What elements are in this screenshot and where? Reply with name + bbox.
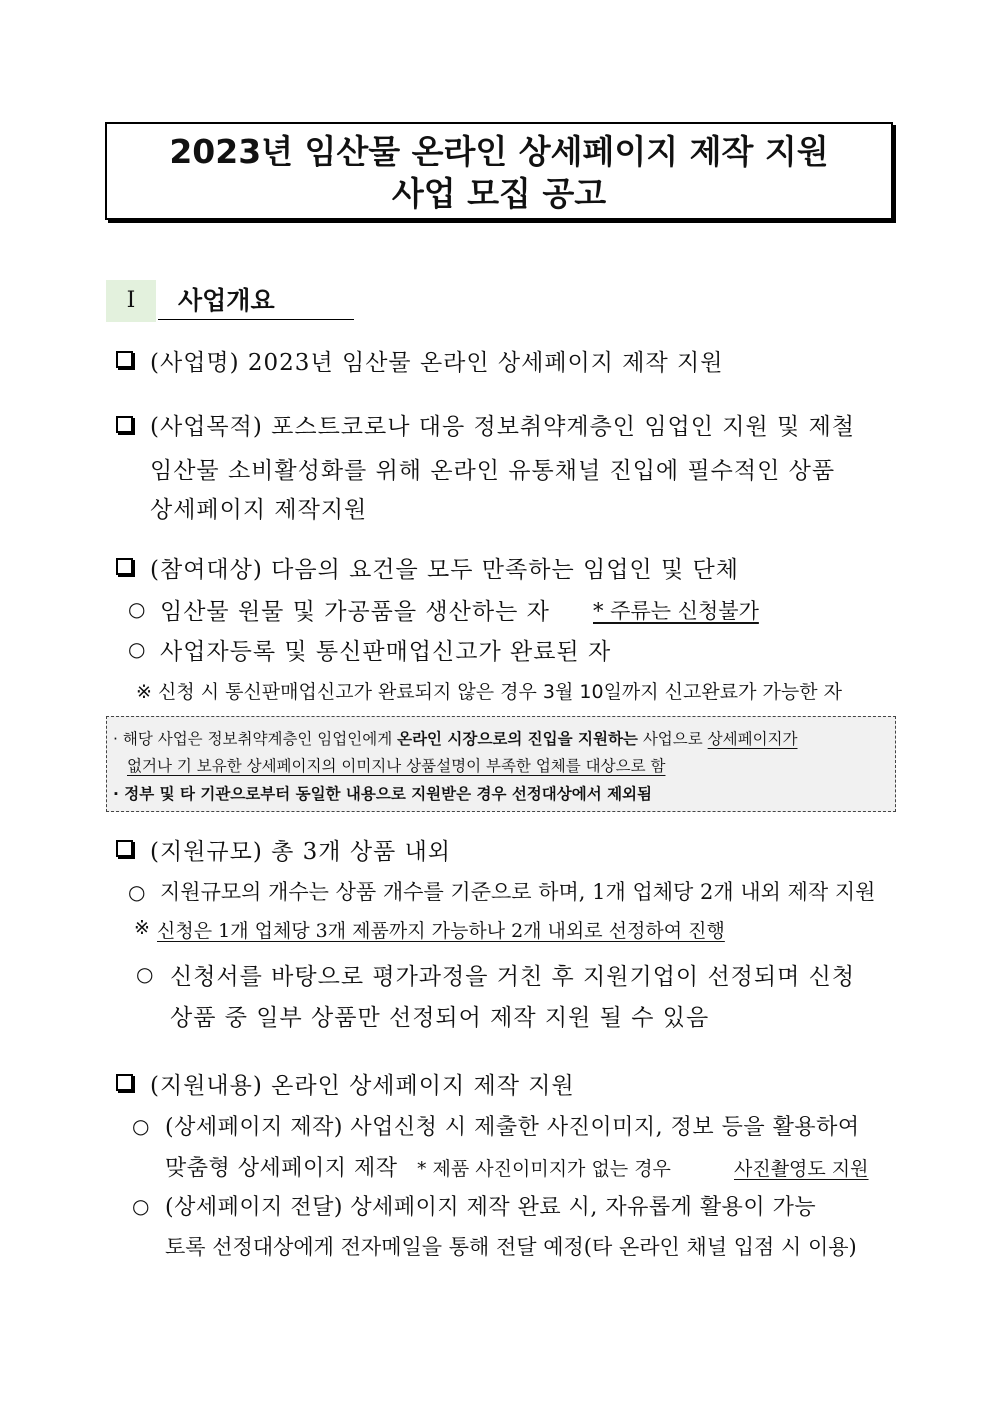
target-condition-1-note: * 주류는 신청불가 (593, 599, 759, 623)
scale-condition-2-line-1: 신청서를 바탕으로 평가과정을 거친 후 지원기업이 선정되며 신청 (170, 964, 856, 990)
content-item-2-line-1: (상세페이지 전달) 상세페이지 제작 완료 시, 자유롭게 활용이 가능 (165, 1195, 817, 1220)
title-box (105, 122, 893, 220)
content-item-1-underline-note: 사진촬영도 지원 (734, 1158, 869, 1180)
purpose-line-3: 상세페이지 제작지원 (150, 497, 368, 523)
business-name: (사업명) 2023년 임산물 온라인 상세페이지 제작 지원 (150, 350, 724, 376)
circle-bullet-icon: ○ (132, 1114, 150, 1138)
content-item-1-line-1: (상세페이지 제작) 사업신청 시 제출한 사진이미지, 정보 등을 활용하여 (165, 1115, 860, 1140)
scale-reference-mark: ※ (134, 917, 150, 939)
circle-bullet-icon: ○ (132, 1194, 150, 1218)
notice-line-3: · 정부 및 타 기관으로부터 동일한 내용으로 지원받은 경우 선정대상에서 제외됨 (113, 785, 652, 803)
target-condition-2: 사업자등록 및 통신판매업신고가 완료된 자 (160, 639, 612, 665)
notice-line-1-bold: 온라인 시장으로의 진입을 지원하는 (397, 730, 638, 748)
checkbox-bullet-icon (116, 351, 133, 368)
content-item-2-line-2: 토록 선정대상에게 전자메일을 통해 전달 예정(타 온라인 채널 입점 시 이용) (165, 1235, 857, 1259)
section-title: 사업개요 (158, 280, 354, 320)
circle-bullet-icon: ○ (136, 962, 154, 986)
circle-bullet-icon: ○ (128, 637, 146, 661)
notice-line-2: 없거나 기 보유한 상세페이지의 이미지나 상품설명이 부족한 업체를 대상으로 함 (127, 757, 666, 775)
notice-line-1-underline: 상세페이지가 (707, 730, 798, 748)
checkbox-bullet-icon (116, 416, 133, 433)
scale-condition-1: 지원규모의 개수는 상품 개수를 기준으로 하며, 1개 업체당 2개 내외 제작 지원 (160, 880, 876, 904)
scale-heading: (지원규모) 총 3개 상품 내외 (150, 839, 452, 865)
circle-bullet-icon: ○ (128, 880, 146, 904)
title-line-2: 사업 모집 공고 (391, 174, 607, 213)
notice-line-1-a: · 해당 사업은 정보취약계층인 임업인에게 (113, 730, 398, 748)
checkbox-bullet-icon (116, 1074, 133, 1091)
purpose-line-2: 임산물 소비활성화를 위해 온라인 유통채널 진입에 필수적인 상품 (150, 458, 836, 484)
title-line-1: 2023년 임산물 온라인 상세페이지 제작 지원 (169, 132, 829, 171)
target-condition-1: 임산물 원물 및 가공품을 생산하는 자 (160, 599, 550, 625)
content-heading: (지원내용) 온라인 상세페이지 제작 지원 (150, 1073, 575, 1099)
purpose-line-1: (사업목적) 포스트코로나 대응 정보취약계층인 임업인 지원 및 제철 (150, 414, 856, 440)
checkbox-bullet-icon (116, 558, 133, 575)
scale-condition-2-line-2: 상품 중 일부 상품만 선정되어 제작 지원 될 수 있음 (170, 1005, 710, 1031)
section-number: Ⅰ (106, 280, 156, 322)
circle-bullet-icon: ○ (128, 597, 146, 621)
target-heading: (참여대상) 다음의 요건을 모두 만족하는 임업인 및 단체 (150, 557, 739, 583)
content-item-1-line-2: 맞춤형 상세페이지 제작 (165, 1156, 398, 1181)
target-reference-note: ※ 신청 시 통신판매업신고가 완료되지 않은 경우 3월 10일까지 신고완료가 가능한 자 (136, 681, 842, 703)
scale-reference-note: 신청은 1개 업체당 3개 제품까지 가능하나 2개 내외로 선정하여 진행 (157, 920, 725, 942)
content-item-1-note: * 제품 사진이미지가 없는 경우 (417, 1158, 671, 1180)
notice-box (106, 716, 896, 812)
checkbox-bullet-icon (116, 840, 133, 857)
notice-line-1-c: 사업으로 (637, 730, 708, 748)
